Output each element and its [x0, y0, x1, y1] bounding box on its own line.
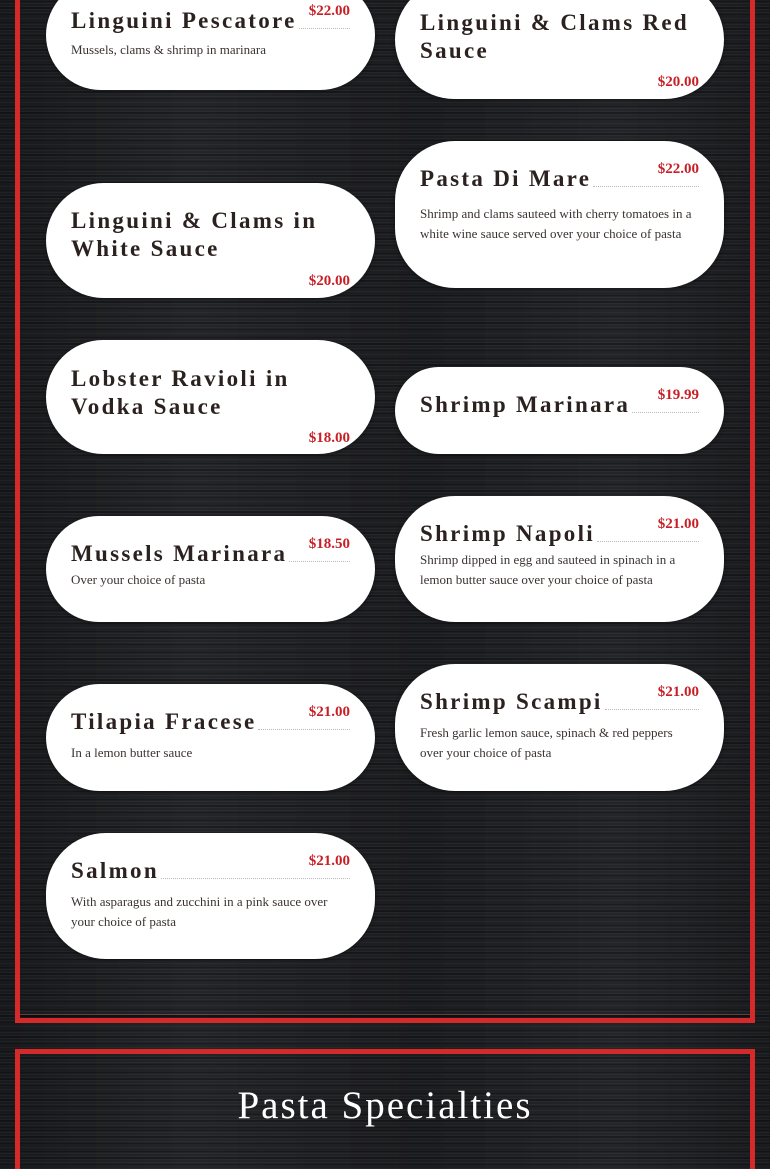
dotted-leader	[593, 185, 699, 187]
menu-item-header	[71, 207, 350, 290]
menu-item-card	[46, 340, 375, 454]
menu-item-name: Tilapia Fracese	[71, 709, 257, 734]
dotted-leader	[258, 728, 350, 730]
menu-item-name: Shrimp Marinara	[420, 392, 631, 417]
menu-item-price: $21.00	[308, 704, 350, 720]
menu-item-card	[395, 367, 724, 454]
menu-item-description: Shrimp dipped in egg and sauteed in spinach in a lemon butter sauce over your choice of pasta	[420, 552, 676, 587]
menu-item-card	[46, 833, 375, 959]
menu-item-description: With asparagus and zucchini in a pink sauce over your choice of pasta	[71, 894, 328, 929]
menu-item-card	[395, 141, 724, 288]
menu-item-name: Salmon	[71, 858, 159, 883]
menu-item-description: Fresh garlic lemon sauce, spinach & red peppers over your choice of pasta	[420, 725, 673, 760]
menu-item-description: Mussels, clams & shrimp in marinara	[71, 42, 266, 57]
menu-item-name: Shrimp Scampi	[420, 689, 603, 714]
menu-item-price: $20.00	[657, 74, 699, 90]
menu-item-card	[46, 0, 375, 90]
menu-item-name: Shrimp Napoli	[420, 521, 595, 546]
menu-item-card	[395, 0, 724, 99]
dotted-leader	[597, 540, 699, 542]
menu-item-header	[71, 853, 350, 885]
menu-item-header	[420, 9, 699, 91]
menu-item-card	[46, 684, 375, 791]
menu-item-price: $21.00	[308, 853, 350, 869]
menu-item-name: Pasta Di Mare	[420, 166, 592, 191]
menu-item-name: Linguini & Clams in White Sauce	[71, 208, 318, 261]
dotted-leader	[299, 27, 350, 29]
menu-item-header	[71, 365, 350, 447]
dotted-leader	[161, 877, 350, 879]
menu-item-card	[395, 496, 724, 622]
menu-item-price: $21.00	[657, 684, 699, 700]
menu-item-name: Linguini & Clams Red Sauce	[420, 10, 690, 63]
menu-item-header	[71, 3, 350, 35]
menu-item-price: $20.00	[308, 273, 350, 289]
menu-item-header	[71, 704, 350, 736]
menu-item-header	[420, 387, 699, 419]
menu-item-header	[420, 161, 699, 193]
menu-item-card	[395, 664, 724, 791]
dotted-leader	[632, 411, 699, 413]
menu-item-price: $18.50	[308, 536, 350, 552]
menu-item-description: Over your choice of pasta	[71, 572, 206, 587]
menu-item-header	[71, 536, 350, 568]
menu-item-price: $19.99	[657, 387, 699, 403]
menu-item-card	[46, 516, 375, 622]
menu-item-name: Lobster Ravioli in Vodka Sauce	[71, 366, 290, 419]
menu-item-name: Linguini Pescatore	[71, 8, 297, 33]
menu-item-header	[420, 684, 699, 716]
dotted-leader	[289, 560, 350, 562]
menu-item-price: $18.00	[308, 430, 350, 446]
menu-item-name: Mussels Marinara	[71, 541, 288, 566]
menu-item-price: $21.00	[657, 516, 699, 532]
menu-item-price: $22.00	[308, 3, 350, 19]
menu-item-description: In a lemon butter sauce	[71, 745, 193, 760]
menu-item-card	[46, 183, 375, 298]
dotted-leader	[605, 708, 699, 710]
menu-item-header	[420, 516, 699, 548]
menu-item-price: $22.00	[657, 161, 699, 177]
menu-item-description: Shrimp and clams sauteed with cherry tomatoes in a white wine sauce served over your choice of pasta	[420, 206, 692, 241]
section-title: Pasta Specialties	[237, 1084, 533, 1127]
